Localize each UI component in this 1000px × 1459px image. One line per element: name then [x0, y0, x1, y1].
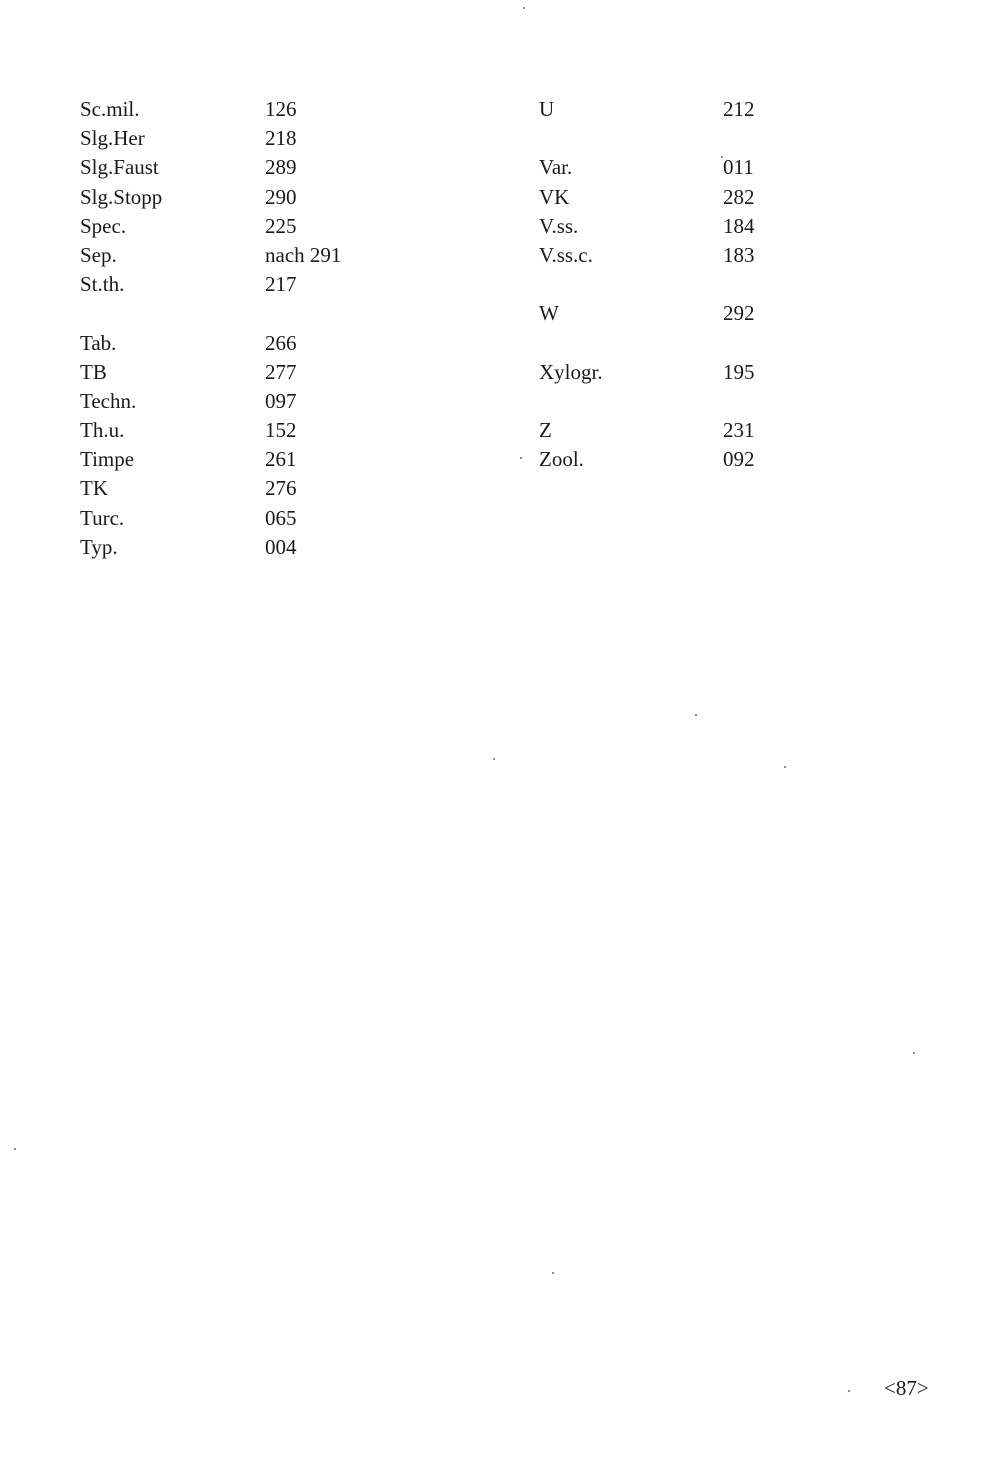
- entry-abbreviation: Sep.: [80, 242, 117, 267]
- entry-abbreviation: Var.: [539, 155, 573, 180]
- entry-abbreviation: V.ss.: [539, 213, 579, 238]
- entry-number: 266: [265, 330, 297, 355]
- entry-number: 261: [265, 447, 297, 472]
- scan-speck: [721, 156, 723, 158]
- entry-abbreviation: Timpe: [80, 447, 135, 472]
- scan-speck: [14, 1148, 16, 1150]
- entry-number: 276: [265, 476, 297, 501]
- entry-abbreviation: TB: [80, 359, 107, 384]
- entry-number: 282: [723, 184, 755, 209]
- scan-speck: [848, 1390, 850, 1392]
- entry-number: 217: [265, 272, 297, 297]
- entry-number: 289: [265, 155, 297, 180]
- entry-number: 231: [723, 418, 755, 443]
- entry-number: 195: [723, 359, 755, 384]
- entry-abbreviation: Slg.Her: [80, 126, 145, 151]
- entry-abbreviation: Xylogr.: [539, 359, 603, 384]
- entry-abbreviation: Tab.: [80, 330, 117, 355]
- entry-abbreviation: TK: [80, 476, 108, 501]
- entry-abbreviation: Spec.: [80, 213, 127, 238]
- entry-number: 225: [265, 213, 297, 238]
- entry-abbreviation: V.ss.c.: [539, 242, 593, 267]
- entry-number: 277: [265, 359, 297, 384]
- entry-abbreviation: Slg.Faust: [80, 155, 159, 180]
- entry-abbreviation: Sc.mil.: [80, 97, 140, 121]
- entry-abbreviation: Turc.: [80, 505, 125, 530]
- page-number: <87>: [884, 1376, 929, 1400]
- entry-number: 097: [265, 388, 297, 413]
- entry-number: 290: [265, 184, 297, 209]
- entry-abbreviation: St.th.: [80, 272, 125, 297]
- entry-number: 212: [723, 97, 755, 121]
- entry-abbreviation: Th.u.: [80, 418, 125, 443]
- entry-abbreviation: Slg.Stopp: [80, 184, 163, 209]
- scan-speck: [695, 714, 697, 716]
- scan-speck: [552, 1272, 554, 1274]
- entry-number: 152: [265, 418, 297, 443]
- scan-speck: [523, 7, 525, 9]
- entry-number: 126: [265, 97, 297, 121]
- entry-number: 011: [723, 155, 754, 180]
- entry-abbreviation: Zool.: [539, 447, 584, 472]
- entry-number: 004: [265, 534, 297, 559]
- entry-number: 218: [265, 126, 297, 151]
- scan-speck: [493, 758, 495, 760]
- entry-number: nach 291: [265, 242, 342, 267]
- entry-number: 184: [723, 213, 755, 238]
- entry-abbreviation: U: [539, 97, 555, 121]
- scan-speck: [784, 766, 786, 768]
- entry-number: 065: [265, 505, 297, 530]
- entry-abbreviation: Z: [539, 418, 552, 443]
- entry-abbreviation: Techn.: [80, 388, 137, 413]
- entry-abbreviation: Typ.: [80, 534, 118, 559]
- scan-speck: [520, 457, 522, 459]
- entry-number: 292: [723, 301, 755, 326]
- entry-abbreviation: W: [539, 301, 559, 326]
- entry-number: 183: [723, 242, 755, 267]
- scan-speck: [913, 1052, 915, 1054]
- entry-abbreviation: VK: [539, 184, 570, 209]
- entry-number: 092: [723, 447, 755, 472]
